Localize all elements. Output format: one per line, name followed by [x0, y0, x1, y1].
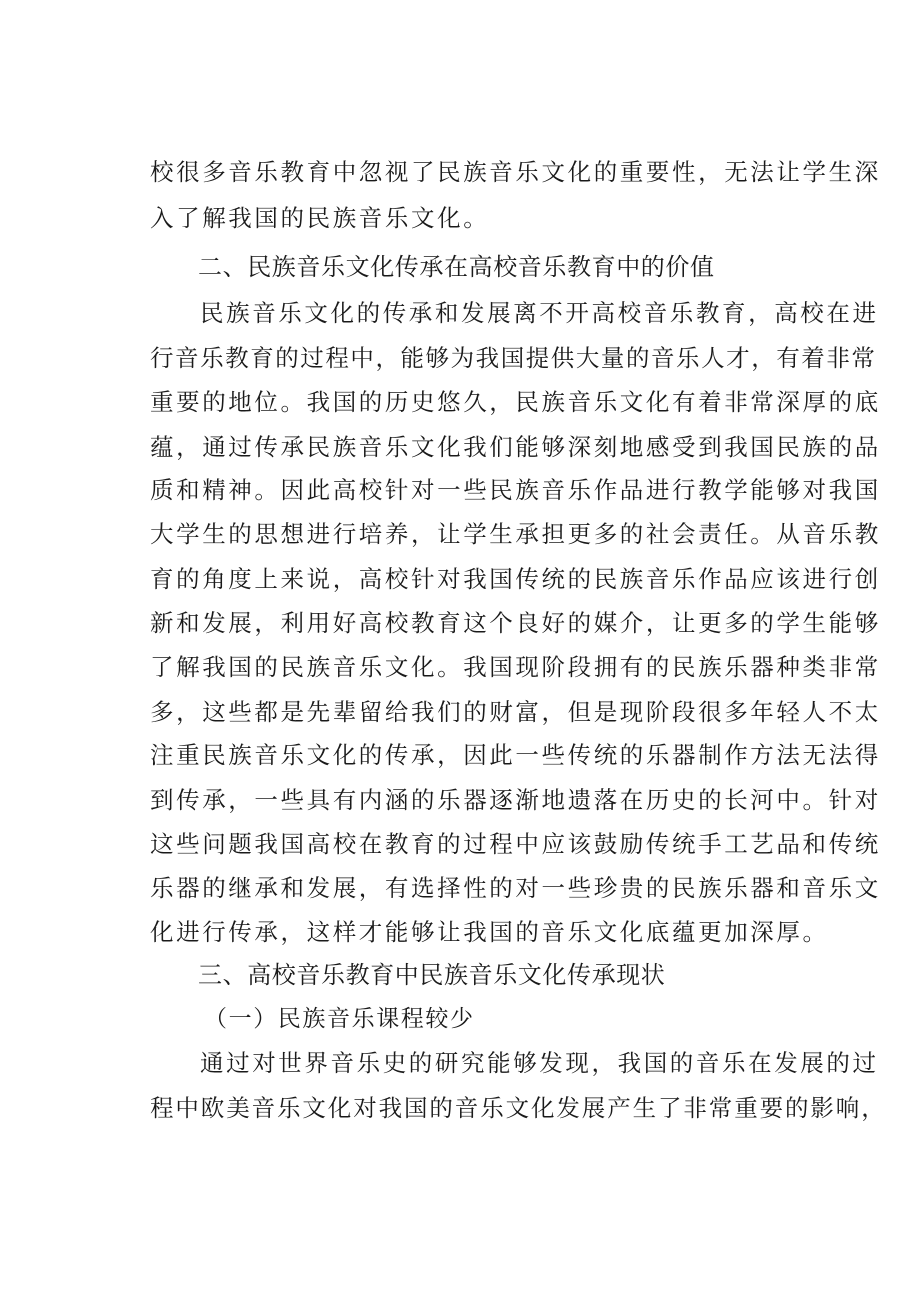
body-text-line: 重要的地位。我国的历史悠久，民族音乐文化有着非常深厚的底: [150, 388, 881, 416]
body-text-line: 到传承，一些具有内涵的乐器逐渐地遗落在历史的长河中。针对: [150, 786, 881, 814]
body-text-line: 行音乐教育的过程中，能够为我国提供大量的音乐人才，有着非常: [150, 344, 877, 372]
body-text-line: 这些问题我国高校在教育的过程中应该鼓励传统手工艺品和传统: [150, 830, 881, 858]
body-text-line: 入了解我国的民族音乐文化。: [150, 204, 490, 232]
section-heading-2: 二、民族音乐文化传承在高校音乐教育中的价值: [198, 253, 715, 281]
body-text-line: 新和发展，利用好高校教育这个良好的媒介，让更多的学生能够: [150, 609, 881, 637]
body-text-line: 民族音乐文化的传承和发展离不开高校音乐教育，高校在进: [200, 299, 879, 327]
body-text-line: 注重民族音乐文化的传承，因此一些传统的乐器制作方法无法得: [150, 741, 881, 769]
body-text-line: 通过对世界音乐史的研究能够发现，我国的音乐在发展的过: [200, 1049, 879, 1077]
section-heading-3: 三、高校音乐教育中民族音乐文化传承现状: [198, 961, 666, 989]
body-text-line: 质和精神。因此高校针对一些民族音乐作品进行教学能够对我国: [150, 476, 881, 504]
body-text-line: 校很多音乐教育中忽视了民族音乐文化的重要性，无法让学生深: [150, 158, 881, 186]
body-text-line: 多，这些都是先辈留给我们的财富，但是现阶段很多年轻人不太: [150, 698, 881, 726]
body-text-line: 程中欧美音乐文化对我国的音乐文化发展产生了非常重要的影响，: [150, 1094, 887, 1122]
body-text-line: 化进行传承，这样才能够让我国的音乐文化底蕴更加深厚。: [150, 918, 829, 946]
subsection-heading: （一）民族音乐课程较少: [204, 1006, 475, 1032]
body-text-line: 大学生的思想进行培养，让学生承担更多的社会责任。从音乐教: [150, 520, 881, 548]
body-text-line: 了解我国的民族音乐文化。我国现阶段拥有的民族乐器种类非常: [150, 653, 881, 681]
body-text-line: 育的角度上来说，高校针对我国传统的民族音乐作品应该进行创: [150, 565, 881, 593]
body-text-line: 蕴，通过传承民族音乐文化我们能够深刻地感受到我国民族的品: [150, 433, 881, 461]
body-text-line: 乐器的继承和发展，有选择性的对一些珍贵的民族乐器和音乐文: [150, 874, 881, 902]
